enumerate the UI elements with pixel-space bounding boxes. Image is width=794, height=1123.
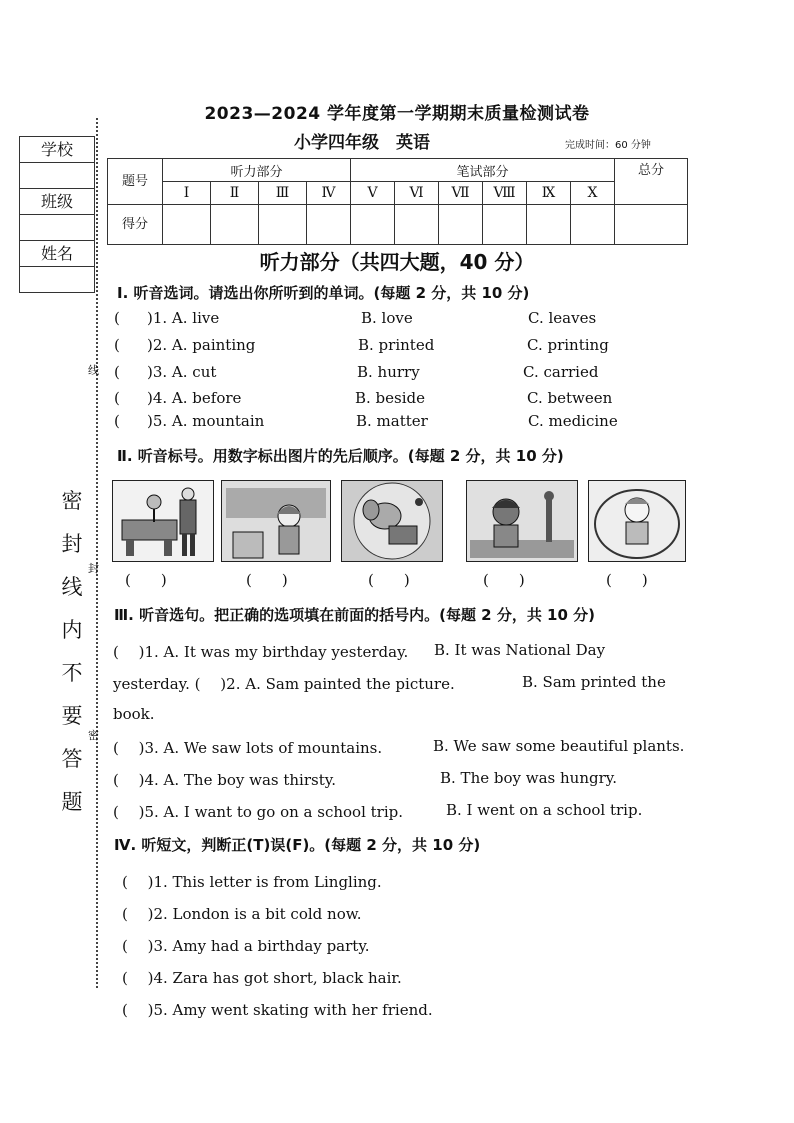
part3-line-a: ( )5. A. I want to go on a school trip. (113, 803, 404, 821)
writing-header: 笔试部分 (351, 159, 615, 182)
part1-option-a: )2. A. painting (147, 336, 256, 354)
seal-mark-line: 线 (88, 364, 99, 377)
col-numeral: Ⅹ (571, 182, 615, 205)
part3-line-b: B. It was National Day (434, 641, 606, 659)
part1-paren[interactable]: ( (114, 389, 120, 407)
part3-line-a: ( )1. A. It was my birthday yesterday. (113, 643, 409, 661)
school-field[interactable] (20, 163, 94, 189)
col-numeral: Ⅸ (527, 182, 571, 205)
score-cell[interactable] (571, 205, 615, 245)
part1-paren[interactable]: ( (114, 309, 120, 327)
seal-notice-char: 答 (61, 747, 83, 771)
part1-option-a: )4. A. before (147, 389, 242, 407)
picture-3-answer[interactable]: ( ) (368, 571, 410, 589)
part3-line-b: B. I went on a school trip. (446, 801, 643, 819)
seal-mark-seal: 封 (88, 562, 99, 575)
col-numeral: Ⅷ (483, 182, 527, 205)
part4-item: ( )2. London is a bit cold now. (122, 905, 362, 923)
seal-notice-char: 内 (61, 618, 83, 642)
class-field[interactable] (20, 215, 94, 241)
row-label-score: 得分 (108, 205, 163, 245)
exam-subtitle: 小学四年级 英语 (294, 133, 430, 153)
part1-option-c: C. medicine (528, 412, 618, 430)
listening-header: 听力部分 (163, 159, 351, 182)
score-cell[interactable] (163, 205, 211, 245)
part1-paren[interactable]: ( (114, 363, 120, 381)
part1-paren[interactable]: ( (114, 336, 120, 354)
part4-item: ( )4. Zara has got short, black hair. (122, 969, 402, 987)
part1-option-c: C. leaves (528, 309, 597, 327)
score-cell[interactable] (259, 205, 307, 245)
part4-item: ( )5. Amy went skating with her friend. (122, 1001, 433, 1019)
part1-option-c: C. printing (527, 336, 609, 354)
picture-1-welding (112, 480, 214, 562)
exam-title: 2023—2024 学年度第一学期期末质量检测试卷 (204, 104, 590, 124)
name-label: 姓名 (20, 241, 94, 267)
seal-notice-char: 题 (61, 790, 83, 814)
score-table (107, 158, 688, 245)
picture-2-answer[interactable]: ( ) (246, 571, 288, 589)
row-label-number: 题号 (108, 159, 163, 205)
part1-option-c: C. between (527, 389, 613, 407)
seal-notice-char: 密 (61, 489, 83, 513)
picture-3-elephant (341, 480, 443, 562)
score-cell[interactable] (211, 205, 259, 245)
seal-notice-char: 要 (61, 704, 83, 728)
picture-5-answer[interactable]: ( ) (606, 571, 648, 589)
col-numeral: Ⅱ (211, 182, 259, 205)
part1-option-a: )1. A. live (147, 309, 220, 327)
seal-notice-char: 不 (61, 661, 83, 685)
score-cell[interactable] (307, 205, 351, 245)
picture-4-boy-statue (466, 480, 578, 562)
score-cell[interactable] (483, 205, 527, 245)
part3-line-b: B. Sam printed the (522, 673, 666, 691)
part4-item: ( )3. Amy had a birthday party. (122, 937, 370, 955)
score-cell[interactable] (351, 205, 395, 245)
seal-mark-secret: 密 (88, 729, 99, 742)
seal-notice-char: 封 (61, 532, 83, 556)
part1-option-b: B. beside (355, 389, 426, 407)
picture-2-girl-cleaning (221, 480, 331, 562)
class-label: 班级 (20, 189, 94, 215)
col-numeral: Ⅲ (259, 182, 307, 205)
col-numeral: Ⅴ (351, 182, 395, 205)
part3-line-a: yesterday. ( )2. A. Sam painted the picture. (113, 675, 455, 693)
part3-heading: Ⅲ. 听音选句。把正确的选项填在前面的括号内。(每题 2 分，共 10 分) (114, 606, 596, 624)
part3-line-a: ( )3. A. We saw lots of mountains. (113, 739, 383, 757)
seal-notice (60, 480, 84, 824)
time-limit: 完成时间：60 分钟 (565, 140, 651, 151)
col-numeral: Ⅵ (395, 182, 439, 205)
col-numeral: Ⅰ (163, 182, 211, 205)
score-cell[interactable] (527, 205, 571, 245)
school-label: 学校 (20, 137, 94, 163)
listening-section-heading: 听力部分（共四大题，40 分） (259, 250, 535, 274)
part3-line-b: B. We saw some beautiful plants. (433, 737, 685, 755)
col-numeral: Ⅶ (439, 182, 483, 205)
part1-option-b: B. matter (356, 412, 428, 430)
part3-line-a: book. (113, 705, 155, 723)
part4-heading: Ⅳ. 听短文，判断正(T)误(F)。(每题 2 分，共 10 分) (114, 836, 481, 854)
part1-option-c: C. carried (523, 363, 599, 381)
part1-paren[interactable]: ( (114, 412, 120, 430)
score-cell[interactable] (395, 205, 439, 245)
picture-1-answer[interactable]: ( ) (125, 571, 167, 589)
part1-option-a: )3. A. cut (147, 363, 217, 381)
col-numeral: Ⅳ (307, 182, 351, 205)
score-cell[interactable] (439, 205, 483, 245)
part1-option-b: B. printed (358, 336, 435, 354)
part1-heading: Ⅰ. 听音选词。请选出你所听到的单词。(每题 2 分，共 10 分) (117, 284, 530, 302)
part2-heading: Ⅱ. 听音标号。用数字标出图片的先后顺序。(每题 2 分，共 10 分) (117, 447, 564, 465)
picture-5-boy-skipping (588, 480, 686, 562)
part1-option-b: B. hurry (357, 363, 420, 381)
picture-4-answer[interactable]: ( ) (483, 571, 525, 589)
part3-line-b: B. The boy was hungry. (440, 769, 617, 787)
total-header: 总分 (615, 159, 688, 205)
part3-line-a: ( )4. A. The boy was thirsty. (113, 771, 336, 789)
part1-option-b: B. love (361, 309, 413, 327)
part4-item: ( )1. This letter is from Lingling. (122, 873, 382, 891)
part1-option-a: )5. A. mountain (147, 412, 265, 430)
total-score-cell[interactable] (615, 205, 688, 245)
seal-notice-char: 线 (61, 575, 83, 599)
